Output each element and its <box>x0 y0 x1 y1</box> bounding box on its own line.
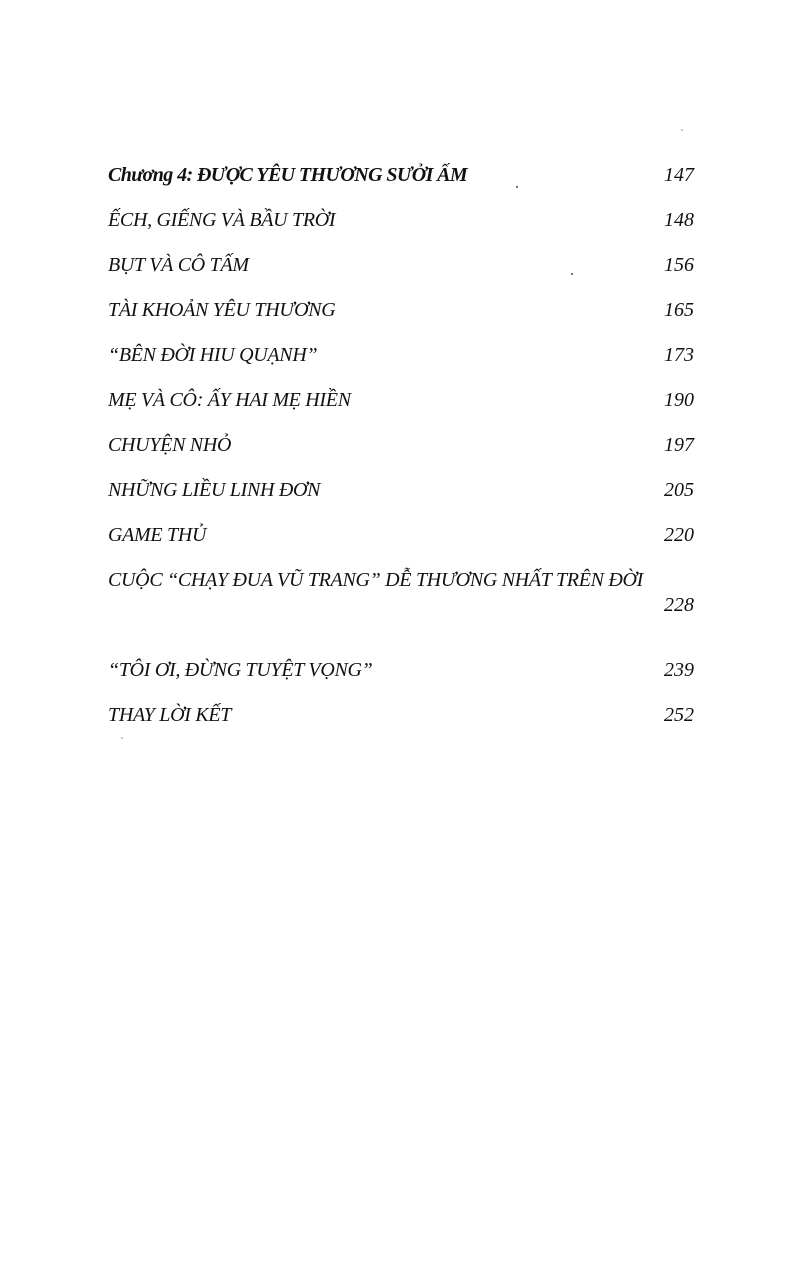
toc-entry-page-number: 252 <box>664 704 694 726</box>
toc-entry[interactable] <box>108 295 698 340</box>
toc-entry[interactable] <box>108 205 698 250</box>
toc-entry-title: “BÊN ĐỜI HIU QUẠNH” <box>108 344 318 366</box>
table-of-contents <box>108 160 698 745</box>
toc-entry-page-number: 156 <box>664 254 694 276</box>
toc-entry-title: THAY LỜI KẾT <box>108 704 232 726</box>
toc-entry-title: GAME THỦ <box>108 524 207 546</box>
toc-entry-title: “TÔI ƠI, ĐỪNG TUYỆT VỌNG” <box>108 659 373 681</box>
scan-speck <box>516 186 518 188</box>
scan-speck <box>121 737 123 739</box>
toc-entry-page-number: 173 <box>664 344 694 366</box>
toc-entry-page-number: 220 <box>664 524 694 546</box>
toc-entry-title: NHỮNG LIỀU LINH ĐƠN <box>108 479 321 501</box>
toc-entry[interactable] <box>108 700 698 745</box>
toc-entry-title: ẾCH, GIẾNG VÀ BẦU TRỜI <box>108 209 336 231</box>
toc-entry[interactable] <box>108 655 698 700</box>
toc-entry[interactable] <box>108 430 698 475</box>
toc-entry[interactable] <box>108 385 698 430</box>
scan-speck <box>681 129 683 131</box>
toc-entry-page-number: 148 <box>664 209 694 231</box>
toc-entry[interactable] <box>108 475 698 520</box>
scan-speck <box>571 273 573 275</box>
toc-entry-title: TÀI KHOẢN YÊU THƯƠNG <box>108 299 336 321</box>
toc-entry-page-number: 190 <box>664 389 694 411</box>
toc-entry-page-number: 205 <box>664 479 694 501</box>
toc-entry-page-number: 147 <box>664 164 694 186</box>
toc-entry[interactable] <box>108 340 698 385</box>
toc-entry-page-number: 197 <box>664 434 694 456</box>
toc-entry[interactable] <box>108 520 698 565</box>
toc-entry-page-number: 228 <box>664 594 694 616</box>
toc-entry-title: CUỘC “CHẠY ĐUA VŨ TRANG” DỄ THƯƠNG NHẤT TRÊN ĐỜI <box>108 569 644 591</box>
toc-entry-title: MẸ VÀ CÔ: ẤY HAI MẸ HIỀN <box>108 389 351 411</box>
toc-entry[interactable] <box>108 565 698 655</box>
toc-entry-title: BỤT VÀ CÔ TẤM <box>108 254 249 276</box>
toc-entry-page-number: 165 <box>664 299 694 321</box>
toc-entry-chapter-4[interactable] <box>108 160 698 205</box>
toc-entry-title: Chương 4: ĐƯỢC YÊU THƯƠNG SƯỞI ẤM <box>108 164 468 186</box>
toc-entry-title: CHUYỆN NHỎ <box>108 434 232 456</box>
toc-entry[interactable] <box>108 250 698 295</box>
toc-entry-page-number: 239 <box>664 659 694 681</box>
